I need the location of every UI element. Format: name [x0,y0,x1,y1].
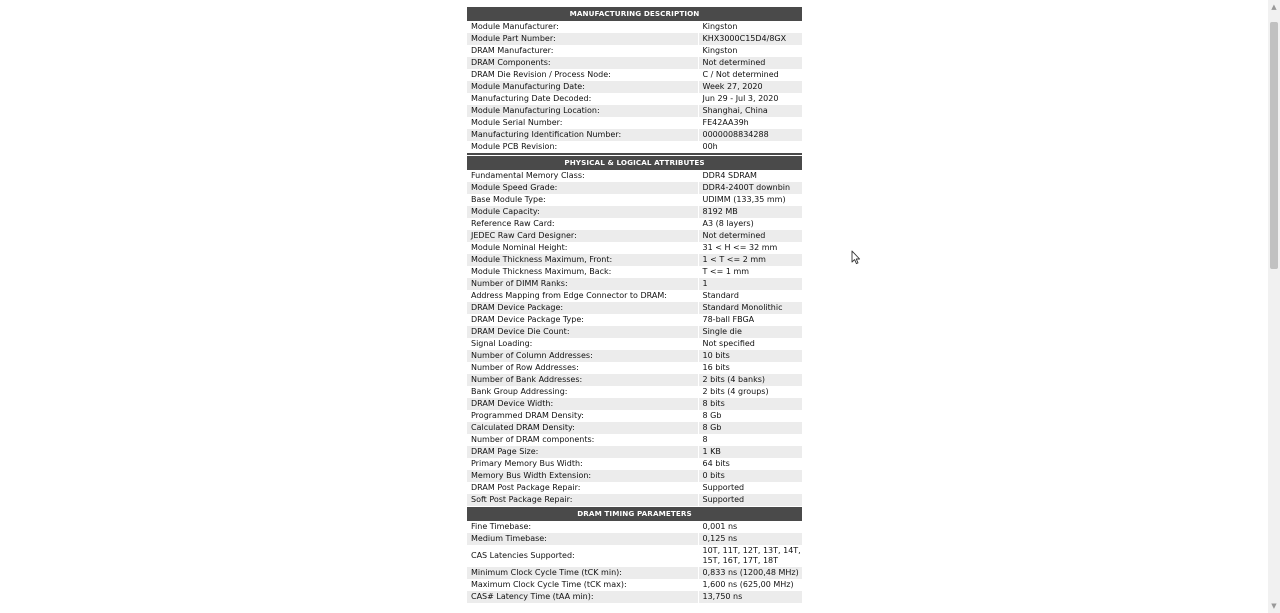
row-label: DRAM Components: [467,57,698,69]
table-row [467,194,802,206]
row-label: Fundamental Memory Class: [471,171,585,180]
table-row [467,533,802,545]
table-row [467,278,802,290]
row-label: Manufacturing Date Decoded: [471,94,592,103]
row-value: 8192 MB [698,206,802,218]
row-label: DRAM Device Width: [467,398,698,410]
table-row [467,422,802,434]
row-value: 8 Gb [698,410,802,422]
row-label: CAS# Latency Time (tAA min): [467,591,698,603]
row-value: Shanghai, China [698,105,802,117]
row-label: Module Nominal Height: [471,243,568,252]
table-row [467,434,802,446]
row-value: 0,833 ns (1200,48 MHz) [698,567,802,579]
row-value: DDR4-2400T downbin [698,182,802,194]
table-row [467,117,802,129]
table-row [467,494,802,506]
row-label: Module Capacity: [467,206,698,218]
row-label: Number of DIMM Ranks: [467,278,698,290]
row-value: Not determined [698,230,802,242]
row-value: A3 (8 layers) [698,218,802,230]
row-label: Module Thickness Maximum, Front: [467,254,698,266]
row-label: Number of Column Addresses: [467,350,698,362]
row-label: Number of DRAM components: [471,435,595,444]
table-row [467,410,802,422]
row-value: 00h [698,141,802,153]
table-row [467,141,802,153]
row-value: 2 bits (4 banks) [698,374,802,386]
section-header: PHYSICAL & LOGICAL ATTRIBUTES [467,156,802,170]
row-value: 1 < T <= 2 mm [698,254,802,266]
spd-report [467,7,802,603]
row-value: Standard Monolithic [698,302,802,314]
row-value: UDIMM (133,35 mm) [698,194,802,206]
row-value: KHX3000C15D4/8GX [698,33,802,45]
row-value: 1 [698,278,802,290]
table-row [467,579,802,591]
spd-table [467,521,802,603]
row-value: 8 Gb [698,422,802,434]
table-row [467,45,802,57]
row-value: Not determined [698,57,802,69]
section-header: DRAM TIMING PARAMETERS [467,507,802,521]
row-label: Bank Group Addressing: [471,387,568,396]
row-label: DRAM Page Size: [467,446,698,458]
row-label: DRAM Die Revision / Process Node: [471,70,611,79]
table-row [467,591,802,603]
row-label: Primary Memory Bus Width: [471,459,583,468]
row-label: Base Module Type: [471,195,546,204]
table-row [467,81,802,93]
row-value: Kingston [698,21,802,33]
vertical-scrollbar[interactable] [1268,0,1280,613]
table-row [467,338,802,350]
row-label: JEDEC Raw Card Designer: [467,230,698,242]
table-row [467,57,802,69]
row-label: Reference Raw Card: [471,219,555,228]
table-row [467,362,802,374]
table-row [467,398,802,410]
row-value: 1,600 ns (625,00 MHz) [698,579,802,591]
table-row [467,33,802,45]
table-row [467,350,802,362]
table-row [467,182,802,194]
table-row [467,302,802,314]
row-label: Module Manufacturing Location: [467,105,698,117]
row-value: 16 bits [698,362,802,374]
row-label: Module Speed Grade: [467,182,698,194]
row-label: Module PCB Revision: [471,142,558,151]
table-row [467,326,802,338]
row-label: DRAM Manufacturer: [471,46,554,55]
table-row [467,470,802,482]
table-row [467,242,802,254]
row-label: Calculated DRAM Density: [467,422,698,434]
row-label: DRAM Device Package Type: [471,315,584,324]
table-row [467,266,802,278]
scrollbar-thumb[interactable] [1270,22,1278,269]
row-label: Module Manufacturer: [471,22,559,31]
row-label: Number of Bank Addresses: [467,374,698,386]
row-value: 1 KB [698,446,802,458]
row-value: 78-ball FBGA [698,314,802,326]
table-row [467,374,802,386]
scroll-down-arrow-icon[interactable]: ▼ [1271,602,1277,610]
row-label: Soft Post Package Repair: [467,494,698,506]
row-value: Week 27, 2020 [698,81,802,93]
table-row [467,458,802,470]
table-row [467,230,802,242]
row-label: DRAM Device Die Count: [467,326,698,338]
row-label: Signal Loading: [471,339,533,348]
mouse-pointer-icon [851,250,861,265]
row-value: 10T, 11T, 12T, 13T, 14T, 15T, 16T, 17T, 18T [698,545,802,567]
row-value: 13,750 ns [698,591,802,603]
table-row [467,170,802,182]
table-row [467,446,802,458]
row-value: DDR4 SDRAM [698,170,802,182]
row-label: DRAM Device Package: [467,302,698,314]
row-value: 10 bits [698,350,802,362]
table-row [467,545,802,567]
table-row [467,129,802,141]
row-label: Number of Row Addresses: [471,363,579,372]
table-row [467,218,802,230]
row-label: Module Manufacturing Date: [467,81,698,93]
row-value: 8 [698,434,802,446]
table-row [467,314,802,326]
row-value: C / Not determined [698,69,802,81]
row-label: Address Mapping from Edge Connector to DRAM: [471,291,667,300]
table-row [467,21,802,33]
row-label: Manufacturing Identification Number: [467,129,698,141]
row-value: 2 bits (4 groups) [698,386,802,398]
row-label: Module Part Number: [467,33,698,45]
row-label: Memory Bus Width Extension: [467,470,698,482]
row-value: Jun 29 - Jul 3, 2020 [698,93,802,105]
row-value: Not specified [698,338,802,350]
table-row [467,93,802,105]
scroll-up-arrow-icon[interactable]: ▲ [1271,3,1277,11]
row-label: Maximum Clock Cycle Time (tCK max): [471,580,627,589]
section-divider [467,153,802,155]
row-value: 8 bits [698,398,802,410]
table-row [467,290,802,302]
row-label: Fine Timebase: [471,522,532,531]
row-value: Single die [698,326,802,338]
row-value: 64 bits [698,458,802,470]
table-row [467,105,802,117]
row-label: CAS Latencies Supported: [471,551,575,560]
row-label: Medium Timebase: [467,533,698,545]
row-value: 0000008834288 [698,129,802,141]
row-value: 0 bits [698,470,802,482]
row-value: Supported [698,494,802,506]
row-label: Minimum Clock Cycle Time (tCK min): [467,567,698,579]
row-label: Module Serial Number: [471,118,563,127]
spd-table [467,21,802,153]
table-row [467,567,802,579]
section-header: MANUFACTURING DESCRIPTION [467,7,802,21]
row-label: Module Thickness Maximum, Back: [471,267,612,276]
row-value: Kingston [698,45,802,57]
row-value: Supported [698,482,802,494]
row-value: 0,125 ns [698,533,802,545]
table-row [467,482,802,494]
row-value: T <= 1 mm [698,266,802,278]
table-row [467,521,802,533]
spd-table [467,170,802,506]
row-value: 0,001 ns [698,521,802,533]
table-row [467,386,802,398]
table-row [467,69,802,81]
table-row [467,254,802,266]
row-label: DRAM Post Package Repair: [471,483,581,492]
table-row [467,206,802,218]
row-value: FE42AA39h [698,117,802,129]
row-label: Programmed DRAM Density: [471,411,584,420]
row-value: Standard [698,290,802,302]
row-value: 31 < H <= 32 mm [698,242,802,254]
